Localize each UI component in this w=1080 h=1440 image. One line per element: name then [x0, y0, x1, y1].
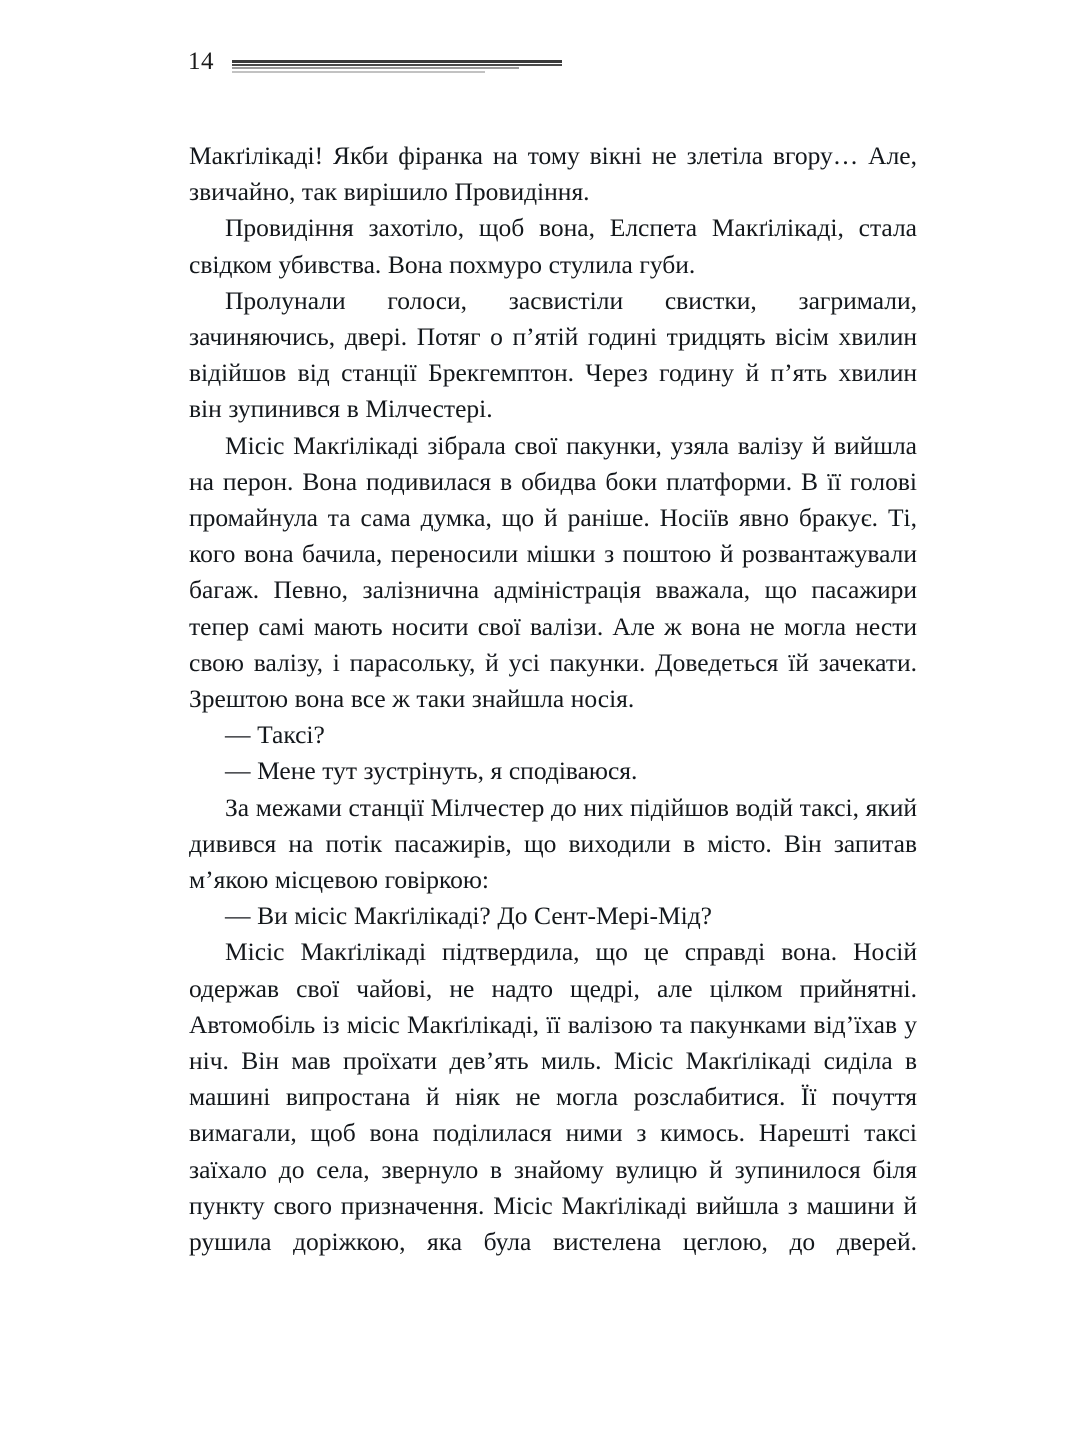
header-rule-group	[232, 60, 918, 84]
dialogue-line: — Таксі?	[225, 720, 325, 750]
paragraph: Місіс Макґілікаді підтвердила, що це справді вона. Носій одержав свої чайові, не надто щедрі, але цілком прийнятні. Автомобіль із місіс Макґілікаді, її валізою та пакунками від’їхав у ніч. Він мав проїхати дев’ять миль. Місіс Макґілікаді сиділа в машині випростана й ніяк не могла розслабитися. Її почуття вимагали, щоб вона поділилася ними з кимось. Нарешті таксі заїхало до села, звернуло в знайому вулицю й зупинилося біля пункту свого призначення. Місіс Макґілікаді вийшла з машини й рушила доріжкою, яка була вистелена цеглою, до дверей.	[189, 937, 917, 1257]
dialogue-line: — Мене тут зустрінуть, я сподіваюся.	[225, 756, 638, 786]
rule-thin-gray	[232, 67, 519, 69]
rule-thick-dark	[232, 60, 562, 63]
running-head	[188, 46, 918, 94]
paragraph: Місіс Макґілікаді зібрала свої пакунки, узяла валізу й вийшла на перон. Вона подивилася в обидва боки платформи. В її голові промайнула та сама думка, що й раніше. Носіїв явно бракує. Ті, кого вона бачила, переносили мішки з поштою й розвантажували багаж. Певно, залізнична адміністрація вважала, що пасажири тепер самі мають носити свої валізи. Але ж вона не могла нести свою валізу, і парасольку, й усі пакунки. Доведеться їй зачекати. Зрештою вона все ж таки знайшла носія.	[189, 430, 917, 714]
dialogue-line: — Ви місіс Макґілікаді? До Сент-Мері-Мід?	[225, 901, 712, 931]
paragraph: За межами станції Мілчестер до них підійшов водій таксі, який дивився на потік пасажирів, що виходили в місто. Він запитав м’якою місцевою говіркою:	[189, 792, 917, 895]
page-number: 14	[188, 48, 214, 75]
paragraph: Макґілікаді! Якби фіранка на тому вікні не злетіла вгору… Але, звичайно, так вирішило Провидіння.	[189, 141, 917, 207]
rule-thin-light-gray	[232, 71, 485, 73]
paragraph: Пролунали голоси, засвистіли свистки, загримали, зачиняючись, двері. Потяг о п’ятій годині тридцять вісім хвилин відійшов від станції Брекгемптон. Через годину й п’ять хвилин він зупинився в Мілчестері.	[189, 285, 917, 424]
rule-medium-dark	[232, 64, 562, 66]
paragraph: Провидіння захотіло, щоб вона, Елспета Макґілікаді, стала свідком убивства. Вона похмуро стулила губи.	[189, 213, 917, 279]
body-text	[189, 138, 917, 1260]
